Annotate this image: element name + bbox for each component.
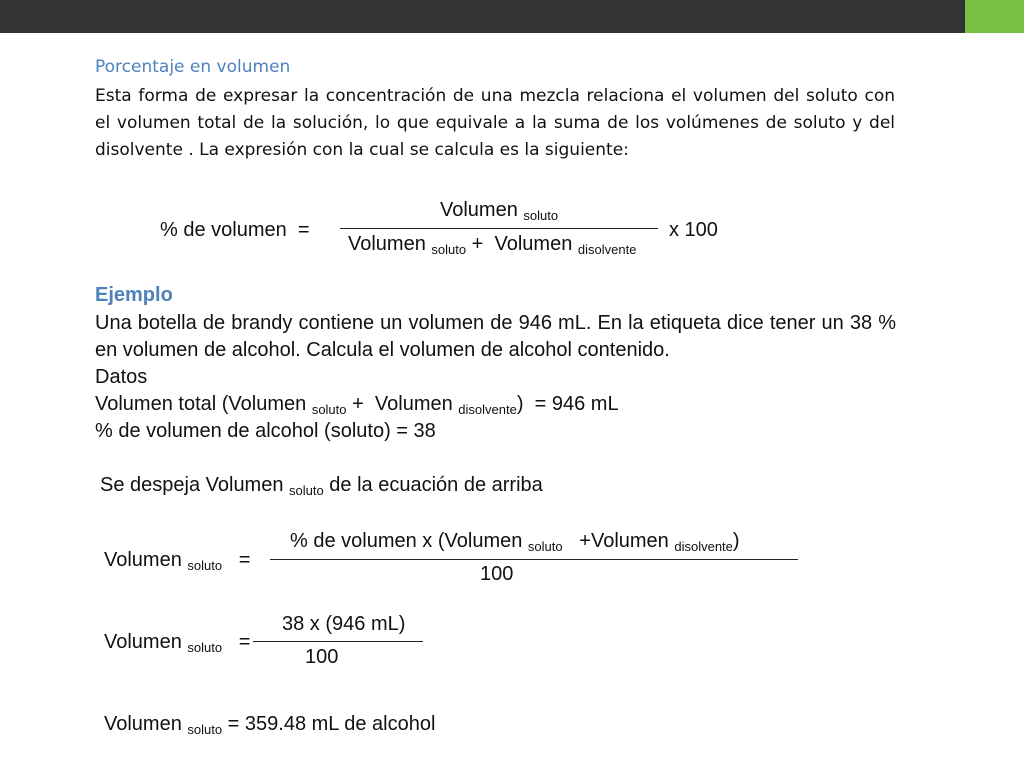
- formula1-eq: =: [297, 219, 310, 241]
- dato1-line: [95, 393, 619, 416]
- formula1-numerator: [440, 199, 558, 222]
- result-lhs-sub: soluto: [187, 722, 223, 737]
- formula3-lhs-main: Volumen: [104, 631, 182, 653]
- formula1-den-sub2: disolvente: [577, 242, 637, 257]
- formula2-eq: =: [238, 549, 251, 571]
- despeja-post: de la ecuación de arriba: [329, 474, 543, 496]
- dato1-main2: Volumen: [374, 393, 453, 415]
- formula2-num-sub2: disolvente: [674, 539, 733, 554]
- top-bar-accent: [965, 0, 1024, 33]
- formula3-fraction-line: [253, 641, 423, 642]
- despeja-sub: soluto: [289, 483, 324, 498]
- formula1-den-main1: Volumen: [348, 233, 426, 255]
- formula1-denominator: [348, 233, 636, 256]
- dato2-line: % de volumen de alcohol (soluto) = 38: [95, 420, 436, 442]
- formula3-lhs: [104, 631, 250, 654]
- formula2-num-post: ): [732, 530, 740, 552]
- despeja-pre: Se despeja Volumen: [100, 474, 284, 496]
- intro-paragraph: Esta forma de expresar la concentración de una mezcla relaciona el volumen del soluto con el volumen total de la solución, lo que equivale a la suma de los volúmenes de soluto y del disolvente . La expresión con la cual se calcula es la siguiente:: [95, 86, 895, 160]
- formula2-num-pre: % de volumen x (Volumen: [290, 530, 523, 552]
- formula1-times: x 100: [669, 219, 718, 241]
- formula1-num-sub: soluto: [523, 208, 559, 223]
- formula3-numerator: 38 x (946 mL): [282, 613, 406, 635]
- formula2-lhs-sub: soluto: [187, 558, 223, 573]
- formula1-num-main: Volumen: [440, 199, 518, 221]
- formula1-den-main2: Volumen: [494, 233, 573, 255]
- top-bar: [0, 0, 965, 33]
- dato1-plus: +: [352, 393, 364, 415]
- formula2-lhs-main: Volumen: [104, 549, 182, 571]
- formula1-lhs-text: % de volumen: [160, 219, 287, 241]
- despeja-line: [100, 474, 543, 497]
- section-title: Porcentaje en volumen: [95, 57, 291, 77]
- result-lhs-main: Volumen: [104, 713, 182, 735]
- dato1-pre: Volumen total (Volumen: [95, 393, 307, 415]
- result-rhs: = 359.48 mL de alcohol: [227, 713, 436, 735]
- example-paragraph: Una botella de brandy contiene un volumen de 946 mL. En la etiqueta dice tener un 38 % en volumen de alcohol. Calcula el volumen de alcohol contenido.: [95, 312, 896, 361]
- datos-label: Datos: [95, 366, 148, 388]
- example-title: Ejemplo: [95, 284, 173, 306]
- formula2-fraction-line: [270, 559, 798, 560]
- formula3-lhs-sub: soluto: [187, 640, 223, 655]
- formula3-eq: =: [238, 631, 251, 653]
- dato1-post: ): [516, 393, 524, 415]
- formula1-lhs: [160, 219, 310, 242]
- dato1-sub2: disolvente: [458, 402, 517, 417]
- dato1-value: = 946 mL: [534, 393, 619, 415]
- formula2-numerator: [290, 530, 740, 553]
- formula2-num-plus: +Volumen: [579, 530, 669, 552]
- formula2-denominator: 100: [480, 563, 514, 585]
- formula3-denominator: 100: [305, 646, 339, 668]
- formula1-den-sub1: soluto: [431, 242, 467, 257]
- result-line: [104, 713, 435, 736]
- formula2-num-sub1: soluto: [527, 539, 563, 554]
- formula1-den-plus: +: [471, 233, 484, 255]
- formula2-lhs: [104, 549, 250, 572]
- formula1-fraction-line: [340, 228, 658, 229]
- dato1-sub1: soluto: [311, 402, 347, 417]
